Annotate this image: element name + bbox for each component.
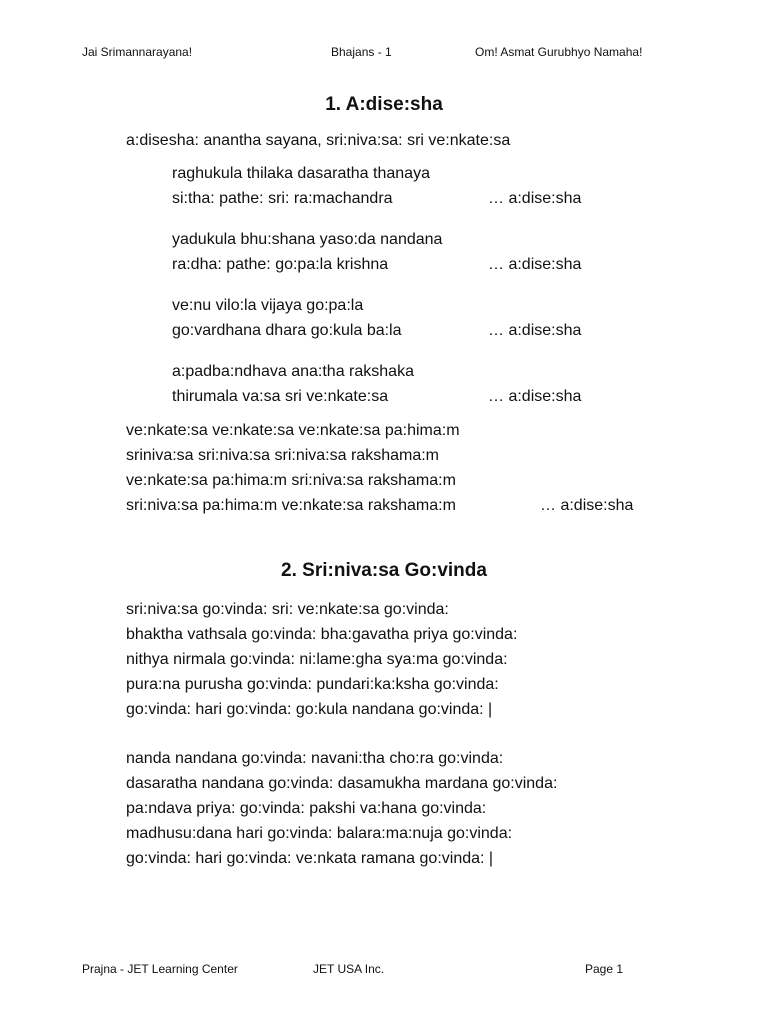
- song-1-line: thirumala va:sa sri ve:nkate:sa: [172, 388, 389, 405]
- song-2-line: pura:na purusha go:vinda: pundari:ka:ksha go:vinda:: [126, 676, 499, 693]
- song-1-refrain: … a:dise:sha: [540, 497, 634, 514]
- song-1-line: go:vardhana dhara go:kula ba:la: [172, 322, 402, 339]
- footer-left-text: Prajna - JET Learning Center: [82, 962, 238, 976]
- song-1-line: a:disesha: anantha sayana, sri:niva:sa: sri ve:nkate:sa: [126, 132, 511, 149]
- song-1-refrain: … a:dise:sha: [488, 190, 582, 207]
- song-1-line: ve:nkate:sa pa:hima:m sri:niva:sa rakshama:m: [126, 472, 456, 489]
- song-1-line: si:tha: pathe: sri: ra:machandra: [172, 190, 393, 207]
- song-2-line: pa:ndava priya: go:vinda: pakshi va:hana go:vinda:: [126, 800, 487, 817]
- footer-center-text: JET USA Inc.: [313, 962, 385, 976]
- song-2-title: 2. Sri:niva:sa Go:vinda: [281, 560, 487, 581]
- song-1-refrain: … a:dise:sha: [488, 388, 582, 405]
- song-1-line: ve:nu vilo:la vijaya go:pa:la: [172, 297, 364, 314]
- song-1-line: ra:dha: pathe: go:pa:la krishna: [172, 256, 389, 273]
- song-1-refrain: … a:dise:sha: [488, 256, 582, 273]
- song-1-line: yadukula bhu:shana yaso:da nandana: [172, 231, 443, 248]
- song-2-line: go:vinda: hari go:vinda: go:kula nandana go:vinda: |: [126, 701, 493, 718]
- header-left-text: Jai Srimannarayana!: [82, 45, 193, 59]
- header-center-text: Bhajans - 1: [331, 45, 392, 59]
- song-1-refrain: … a:dise:sha: [488, 322, 582, 339]
- song-2-line: go:vinda: hari go:vinda: ve:nkata ramana go:vinda: |: [126, 850, 494, 867]
- song-2-line: nanda nandana go:vinda: navani:tha cho:ra go:vinda:: [126, 750, 504, 767]
- song-2-line: nithya nirmala go:vinda: ni:lame:gha sya:ma go:vinda:: [126, 651, 508, 668]
- song-2-line: dasaratha nandana go:vinda: dasamukha mardana go:vinda:: [126, 775, 558, 792]
- song-1-line: a:padba:ndhava ana:tha rakshaka: [172, 363, 414, 380]
- header-right-text: Om! Asmat Gurubhyo Namaha!: [475, 45, 643, 59]
- song-1-line: ve:nkate:sa ve:nkate:sa ve:nkate:sa pa:hima:m: [126, 422, 460, 439]
- song-1-title: 1. A:dise:sha: [325, 94, 443, 115]
- song-1-line: raghukula thilaka dasaratha thanaya: [172, 165, 430, 182]
- song-1-line: sri:niva:sa pa:hima:m ve:nkate:sa rakshama:m: [126, 497, 456, 514]
- song-2-line: bhaktha vathsala go:vinda: bha:gavatha priya go:vinda:: [126, 626, 518, 643]
- song-2-line: madhusu:dana hari go:vinda: balara:ma:nuja go:vinda:: [126, 825, 513, 842]
- song-1-line: sriniva:sa sri:niva:sa sri:niva:sa rakshama:m: [126, 447, 439, 464]
- song-2-line: sri:niva:sa go:vinda: sri: ve:nkate:sa go:vinda:: [126, 601, 449, 618]
- footer-page-number: Page 1: [585, 962, 624, 976]
